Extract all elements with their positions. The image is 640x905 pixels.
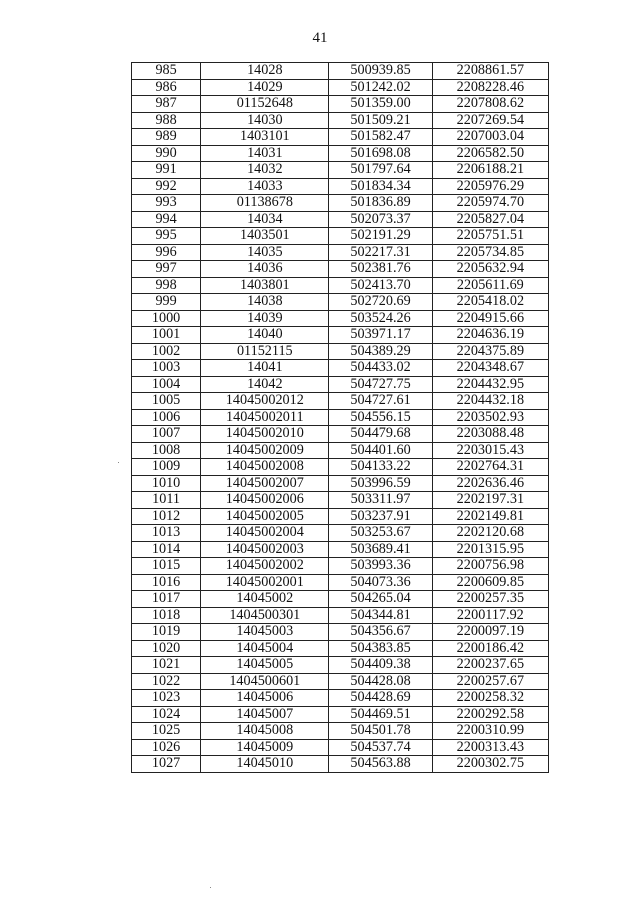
table-row bbox=[132, 129, 549, 146]
point-number-cell: 1021 bbox=[132, 657, 201, 674]
table-row bbox=[132, 525, 549, 542]
table-row bbox=[132, 756, 549, 773]
point-id-cell: 14045002006 bbox=[201, 492, 329, 509]
point-id-cell: 1403501 bbox=[201, 228, 329, 245]
table-row bbox=[132, 739, 549, 756]
point-number-cell: 1011 bbox=[132, 492, 201, 509]
y-coordinate-cell: 2200258.32 bbox=[432, 690, 548, 707]
point-id-cell: 14045002010 bbox=[201, 426, 329, 443]
point-id-cell: 01152115 bbox=[201, 343, 329, 360]
x-coordinate-cell: 502413.70 bbox=[329, 277, 432, 294]
table-row bbox=[132, 558, 549, 575]
y-coordinate-cell: 2202149.81 bbox=[432, 508, 548, 525]
table-row bbox=[132, 211, 549, 228]
point-id-cell: 14036 bbox=[201, 261, 329, 278]
x-coordinate-cell: 504501.78 bbox=[329, 723, 432, 740]
y-coordinate-cell: 2204432.95 bbox=[432, 376, 548, 393]
point-id-cell: 14041 bbox=[201, 360, 329, 377]
y-coordinate-cell: 2208228.46 bbox=[432, 79, 548, 96]
table-row bbox=[132, 475, 549, 492]
y-coordinate-cell: 2203015.43 bbox=[432, 442, 548, 459]
point-number-cell: 1017 bbox=[132, 591, 201, 608]
y-coordinate-cell: 2204348.67 bbox=[432, 360, 548, 377]
y-coordinate-cell: 2205751.51 bbox=[432, 228, 548, 245]
x-coordinate-cell: 504073.36 bbox=[329, 574, 432, 591]
point-number-cell: 1004 bbox=[132, 376, 201, 393]
x-coordinate-cell: 503311.97 bbox=[329, 492, 432, 509]
point-id-cell: 14045002005 bbox=[201, 508, 329, 525]
table-row bbox=[132, 508, 549, 525]
point-number-cell: 988 bbox=[132, 112, 201, 129]
x-coordinate-cell: 501698.08 bbox=[329, 145, 432, 162]
point-id-cell: 14033 bbox=[201, 178, 329, 195]
table-row bbox=[132, 294, 549, 311]
y-coordinate-cell: 2203502.93 bbox=[432, 409, 548, 426]
point-id-cell: 1404500301 bbox=[201, 607, 329, 624]
table-row bbox=[132, 162, 549, 179]
x-coordinate-cell: 504133.22 bbox=[329, 459, 432, 476]
x-coordinate-cell: 504433.02 bbox=[329, 360, 432, 377]
y-coordinate-cell: 2200097.19 bbox=[432, 624, 548, 641]
table-row bbox=[132, 261, 549, 278]
x-coordinate-cell: 503253.67 bbox=[329, 525, 432, 542]
table-row bbox=[132, 178, 549, 195]
point-id-cell: 14034 bbox=[201, 211, 329, 228]
table-row bbox=[132, 112, 549, 129]
point-id-cell: 14028 bbox=[201, 63, 329, 80]
point-number-cell: 1027 bbox=[132, 756, 201, 773]
point-id-cell: 14032 bbox=[201, 162, 329, 179]
table-row bbox=[132, 607, 549, 624]
point-id-cell: 14029 bbox=[201, 79, 329, 96]
point-id-cell: 14045006 bbox=[201, 690, 329, 707]
table-row bbox=[132, 327, 549, 344]
point-number-cell: 1002 bbox=[132, 343, 201, 360]
x-coordinate-cell: 502073.37 bbox=[329, 211, 432, 228]
y-coordinate-cell: 2202197.31 bbox=[432, 492, 548, 509]
point-number-cell: 1020 bbox=[132, 640, 201, 657]
x-coordinate-cell: 503993.36 bbox=[329, 558, 432, 575]
x-coordinate-cell: 504727.61 bbox=[329, 393, 432, 410]
point-number-cell: 987 bbox=[132, 96, 201, 113]
table-row bbox=[132, 79, 549, 96]
y-coordinate-cell: 2204636.19 bbox=[432, 327, 548, 344]
point-number-cell: 985 bbox=[132, 63, 201, 80]
point-number-cell: 1023 bbox=[132, 690, 201, 707]
table-row bbox=[132, 409, 549, 426]
x-coordinate-cell: 502720.69 bbox=[329, 294, 432, 311]
point-number-cell: 992 bbox=[132, 178, 201, 195]
x-coordinate-cell: 504428.08 bbox=[329, 673, 432, 690]
y-coordinate-cell: 2200257.35 bbox=[432, 591, 548, 608]
point-number-cell: 1009 bbox=[132, 459, 201, 476]
page-number: 41 bbox=[312, 30, 328, 46]
point-id-cell: 14045004 bbox=[201, 640, 329, 657]
point-id-cell: 14045002009 bbox=[201, 442, 329, 459]
point-id-cell: 14045002001 bbox=[201, 574, 329, 591]
point-number-cell: 998 bbox=[132, 277, 201, 294]
point-number-cell: 1001 bbox=[132, 327, 201, 344]
y-coordinate-cell: 2203088.48 bbox=[432, 426, 548, 443]
point-id-cell: 14045002003 bbox=[201, 541, 329, 558]
y-coordinate-cell: 2200292.58 bbox=[432, 706, 548, 723]
table-row bbox=[132, 426, 549, 443]
point-number-cell: 1003 bbox=[132, 360, 201, 377]
point-id-cell: 14042 bbox=[201, 376, 329, 393]
x-coordinate-cell: 501509.21 bbox=[329, 112, 432, 129]
point-id-cell: 14040 bbox=[201, 327, 329, 344]
table-row bbox=[132, 393, 549, 410]
point-id-cell: 01138678 bbox=[201, 195, 329, 212]
point-id-cell: 14045002 bbox=[201, 591, 329, 608]
point-number-cell: 1019 bbox=[132, 624, 201, 641]
x-coordinate-cell: 504556.15 bbox=[329, 409, 432, 426]
x-coordinate-cell: 503689.41 bbox=[329, 541, 432, 558]
x-coordinate-cell: 504265.04 bbox=[329, 591, 432, 608]
point-id-cell: 14031 bbox=[201, 145, 329, 162]
point-id-cell: 14045007 bbox=[201, 706, 329, 723]
x-coordinate-cell: 504401.60 bbox=[329, 442, 432, 459]
point-number-cell: 999 bbox=[132, 294, 201, 311]
point-id-cell: 14045009 bbox=[201, 739, 329, 756]
point-number-cell: 1022 bbox=[132, 673, 201, 690]
point-id-cell: 1404500601 bbox=[201, 673, 329, 690]
y-coordinate-cell: 2200237.65 bbox=[432, 657, 548, 674]
y-coordinate-cell: 2202120.68 bbox=[432, 525, 548, 542]
point-id-cell: 14045008 bbox=[201, 723, 329, 740]
point-id-cell: 1403101 bbox=[201, 129, 329, 146]
y-coordinate-cell: 2207003.04 bbox=[432, 129, 548, 146]
point-number-cell: 1014 bbox=[132, 541, 201, 558]
x-coordinate-cell: 504344.81 bbox=[329, 607, 432, 624]
x-coordinate-cell: 504727.75 bbox=[329, 376, 432, 393]
table-row bbox=[132, 442, 549, 459]
point-id-cell: 14045002002 bbox=[201, 558, 329, 575]
y-coordinate-cell: 2206582.50 bbox=[432, 145, 548, 162]
table-row bbox=[132, 277, 549, 294]
point-number-cell: 994 bbox=[132, 211, 201, 228]
y-coordinate-cell: 2202636.46 bbox=[432, 475, 548, 492]
table-row bbox=[132, 492, 549, 509]
coordinates-table bbox=[131, 62, 549, 773]
x-coordinate-cell: 504409.38 bbox=[329, 657, 432, 674]
x-coordinate-cell: 504428.69 bbox=[329, 690, 432, 707]
table-row bbox=[132, 541, 549, 558]
y-coordinate-cell: 2205976.29 bbox=[432, 178, 548, 195]
x-coordinate-cell: 501359.00 bbox=[329, 96, 432, 113]
point-id-cell: 14030 bbox=[201, 112, 329, 129]
x-coordinate-cell: 504563.88 bbox=[329, 756, 432, 773]
point-number-cell: 1005 bbox=[132, 393, 201, 410]
point-number-cell: 1025 bbox=[132, 723, 201, 740]
scan-speck bbox=[118, 462, 119, 463]
point-id-cell: 14045003 bbox=[201, 624, 329, 641]
point-id-cell: 01152648 bbox=[201, 96, 329, 113]
table-row bbox=[132, 63, 549, 80]
x-coordinate-cell: 502191.29 bbox=[329, 228, 432, 245]
point-number-cell: 1013 bbox=[132, 525, 201, 542]
point-number-cell: 995 bbox=[132, 228, 201, 245]
point-number-cell: 1024 bbox=[132, 706, 201, 723]
x-coordinate-cell: 502217.31 bbox=[329, 244, 432, 261]
x-coordinate-cell: 504479.68 bbox=[329, 426, 432, 443]
table-row bbox=[132, 657, 549, 674]
table-row bbox=[132, 145, 549, 162]
point-id-cell: 14045005 bbox=[201, 657, 329, 674]
y-coordinate-cell: 2205418.02 bbox=[432, 294, 548, 311]
y-coordinate-cell: 2200186.42 bbox=[432, 640, 548, 657]
point-number-cell: 1007 bbox=[132, 426, 201, 443]
point-id-cell: 14045002004 bbox=[201, 525, 329, 542]
table-row bbox=[132, 706, 549, 723]
point-id-cell: 1403801 bbox=[201, 277, 329, 294]
point-number-cell: 997 bbox=[132, 261, 201, 278]
point-id-cell: 14045010 bbox=[201, 756, 329, 773]
y-coordinate-cell: 2200117.92 bbox=[432, 607, 548, 624]
x-coordinate-cell: 503971.17 bbox=[329, 327, 432, 344]
table-row bbox=[132, 195, 549, 212]
table-row bbox=[132, 459, 549, 476]
table-row bbox=[132, 673, 549, 690]
y-coordinate-cell: 2200756.98 bbox=[432, 558, 548, 575]
y-coordinate-cell: 2204432.18 bbox=[432, 393, 548, 410]
x-coordinate-cell: 501242.02 bbox=[329, 79, 432, 96]
coordinates-table-body bbox=[132, 63, 549, 773]
x-coordinate-cell: 504389.29 bbox=[329, 343, 432, 360]
y-coordinate-cell: 2205734.85 bbox=[432, 244, 548, 261]
table-row bbox=[132, 690, 549, 707]
table-row bbox=[132, 244, 549, 261]
table-row bbox=[132, 343, 549, 360]
table-row bbox=[132, 640, 549, 657]
y-coordinate-cell: 2200257.67 bbox=[432, 673, 548, 690]
y-coordinate-cell: 2204915.66 bbox=[432, 310, 548, 327]
table-row bbox=[132, 574, 549, 591]
point-number-cell: 1008 bbox=[132, 442, 201, 459]
x-coordinate-cell: 501797.64 bbox=[329, 162, 432, 179]
table-row bbox=[132, 228, 549, 245]
point-number-cell: 989 bbox=[132, 129, 201, 146]
y-coordinate-cell: 2205974.70 bbox=[432, 195, 548, 212]
point-id-cell: 14038 bbox=[201, 294, 329, 311]
y-coordinate-cell: 2204375.89 bbox=[432, 343, 548, 360]
table-row bbox=[132, 96, 549, 113]
x-coordinate-cell: 504356.67 bbox=[329, 624, 432, 641]
x-coordinate-cell: 500939.85 bbox=[329, 63, 432, 80]
x-coordinate-cell: 503237.91 bbox=[329, 508, 432, 525]
point-number-cell: 986 bbox=[132, 79, 201, 96]
table-row bbox=[132, 376, 549, 393]
point-id-cell: 14035 bbox=[201, 244, 329, 261]
y-coordinate-cell: 2208861.57 bbox=[432, 63, 548, 80]
y-coordinate-cell: 2200313.43 bbox=[432, 739, 548, 756]
point-number-cell: 1000 bbox=[132, 310, 201, 327]
point-number-cell: 1026 bbox=[132, 739, 201, 756]
x-coordinate-cell: 503996.59 bbox=[329, 475, 432, 492]
point-number-cell: 993 bbox=[132, 195, 201, 212]
point-id-cell: 14045002011 bbox=[201, 409, 329, 426]
y-coordinate-cell: 2200310.99 bbox=[432, 723, 548, 740]
table-row bbox=[132, 624, 549, 641]
y-coordinate-cell: 2205632.94 bbox=[432, 261, 548, 278]
y-coordinate-cell: 2206188.21 bbox=[432, 162, 548, 179]
x-coordinate-cell: 501834.34 bbox=[329, 178, 432, 195]
table-row bbox=[132, 723, 549, 740]
table-row bbox=[132, 310, 549, 327]
y-coordinate-cell: 2205611.69 bbox=[432, 277, 548, 294]
point-number-cell: 1006 bbox=[132, 409, 201, 426]
y-coordinate-cell: 2202764.31 bbox=[432, 459, 548, 476]
point-id-cell: 14045002007 bbox=[201, 475, 329, 492]
point-number-cell: 1010 bbox=[132, 475, 201, 492]
y-coordinate-cell: 2207269.54 bbox=[432, 112, 548, 129]
scan-speck bbox=[210, 887, 211, 888]
point-id-cell: 14039 bbox=[201, 310, 329, 327]
y-coordinate-cell: 2205827.04 bbox=[432, 211, 548, 228]
x-coordinate-cell: 504469.51 bbox=[329, 706, 432, 723]
point-id-cell: 14045002008 bbox=[201, 459, 329, 476]
x-coordinate-cell: 502381.76 bbox=[329, 261, 432, 278]
table-row bbox=[132, 591, 549, 608]
point-number-cell: 991 bbox=[132, 162, 201, 179]
table-row bbox=[132, 360, 549, 377]
x-coordinate-cell: 501836.89 bbox=[329, 195, 432, 212]
point-number-cell: 1018 bbox=[132, 607, 201, 624]
point-id-cell: 14045002012 bbox=[201, 393, 329, 410]
y-coordinate-cell: 2207808.62 bbox=[432, 96, 548, 113]
y-coordinate-cell: 2200609.85 bbox=[432, 574, 548, 591]
x-coordinate-cell: 501582.47 bbox=[329, 129, 432, 146]
y-coordinate-cell: 2201315.95 bbox=[432, 541, 548, 558]
point-number-cell: 996 bbox=[132, 244, 201, 261]
point-number-cell: 990 bbox=[132, 145, 201, 162]
point-number-cell: 1016 bbox=[132, 574, 201, 591]
x-coordinate-cell: 503524.26 bbox=[329, 310, 432, 327]
x-coordinate-cell: 504537.74 bbox=[329, 739, 432, 756]
y-coordinate-cell: 2200302.75 bbox=[432, 756, 548, 773]
point-number-cell: 1015 bbox=[132, 558, 201, 575]
point-number-cell: 1012 bbox=[132, 508, 201, 525]
x-coordinate-cell: 504383.85 bbox=[329, 640, 432, 657]
